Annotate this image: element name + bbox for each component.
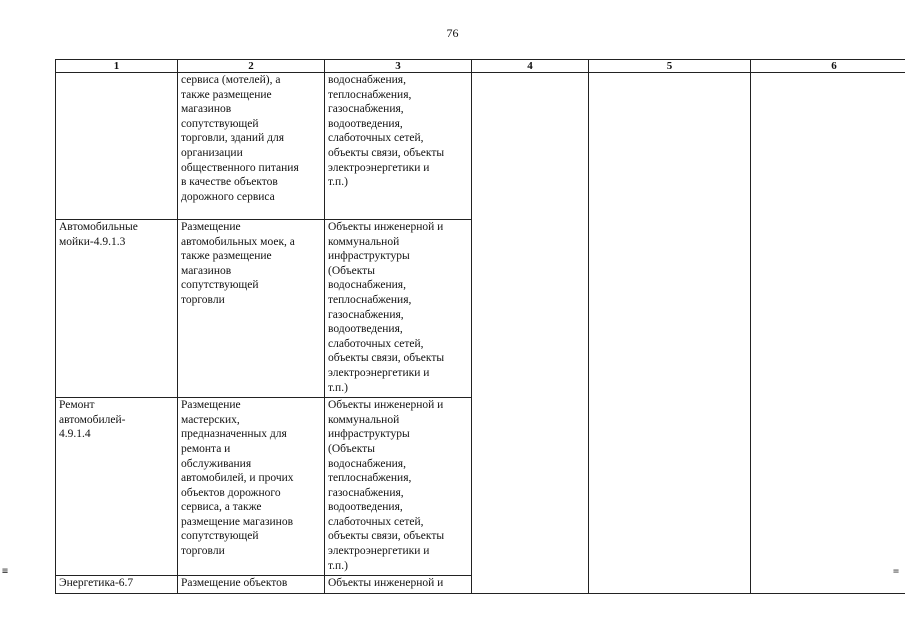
page-number: 76 [446,26,459,40]
row-description: Размещение автомобильных моек, а также размещение магазинов сопутствующей торговли [178,220,325,398]
row-use-kind: Ремонт автомобилей- 4.9.1.4 [56,398,178,576]
column-header-2: 2 [178,60,325,73]
row-description: Размещение мастерских, предназначенных для ремонта и обслуживания автомобилей, и прочих объектов дорожного сервиса, а также размещение магазинов сопутствующей торговли [178,398,325,576]
row-permitted-objects: водоснабжения, теплоснабжения, газоснабжения, водоотведения, слаботочных сетей, объекты связи, объекты электроэнергетики и т.п.) [325,73,472,220]
row-use-kind: Энергетика-6.7 [56,576,178,594]
column-6-cell [751,73,905,594]
column-header-4: 4 [472,60,589,73]
right-edge-mark: = [893,566,900,577]
column-header-6: 6 [751,60,905,73]
column-header-3: 3 [325,60,472,73]
table-row [56,73,905,220]
table-header-row [56,60,905,73]
row-description: сервиса (мотелей), а также размещение магазинов сопутствующей торговли, зданий для организации общественного питания в качестве объектов дорожного сервиса [178,73,325,220]
column-header-5: 5 [589,60,751,73]
regulations-table [55,59,905,594]
left-edge-mark: ≡ [2,566,9,577]
row-description: Размещение объектов [178,576,325,594]
row-permitted-objects: Объекты инженерной и [325,576,472,594]
row-permitted-objects: Объекты инженерной и коммунальной инфраструктуры (Объекты водоснабжения, теплоснабжения, газоснабжения, водоотведения, слаботочных сетей, объекты связи, объекты электроэнергетики и т.п.) [325,398,472,576]
row-permitted-objects: Объекты инженерной и коммунальной инфраструктуры (Объекты водоснабжения, теплоснабжения, газоснабжения, водоотведения, слаботочных сетей, объекты связи, объекты электроэнергетики и т.п.) [325,220,472,398]
column-header-1: 1 [56,60,178,73]
column-5-cell [589,73,751,594]
column-4-cell [472,73,589,594]
row-use-kind: Автомобильные мойки-4.9.1.3 [56,220,178,398]
row-use-kind [56,73,178,220]
